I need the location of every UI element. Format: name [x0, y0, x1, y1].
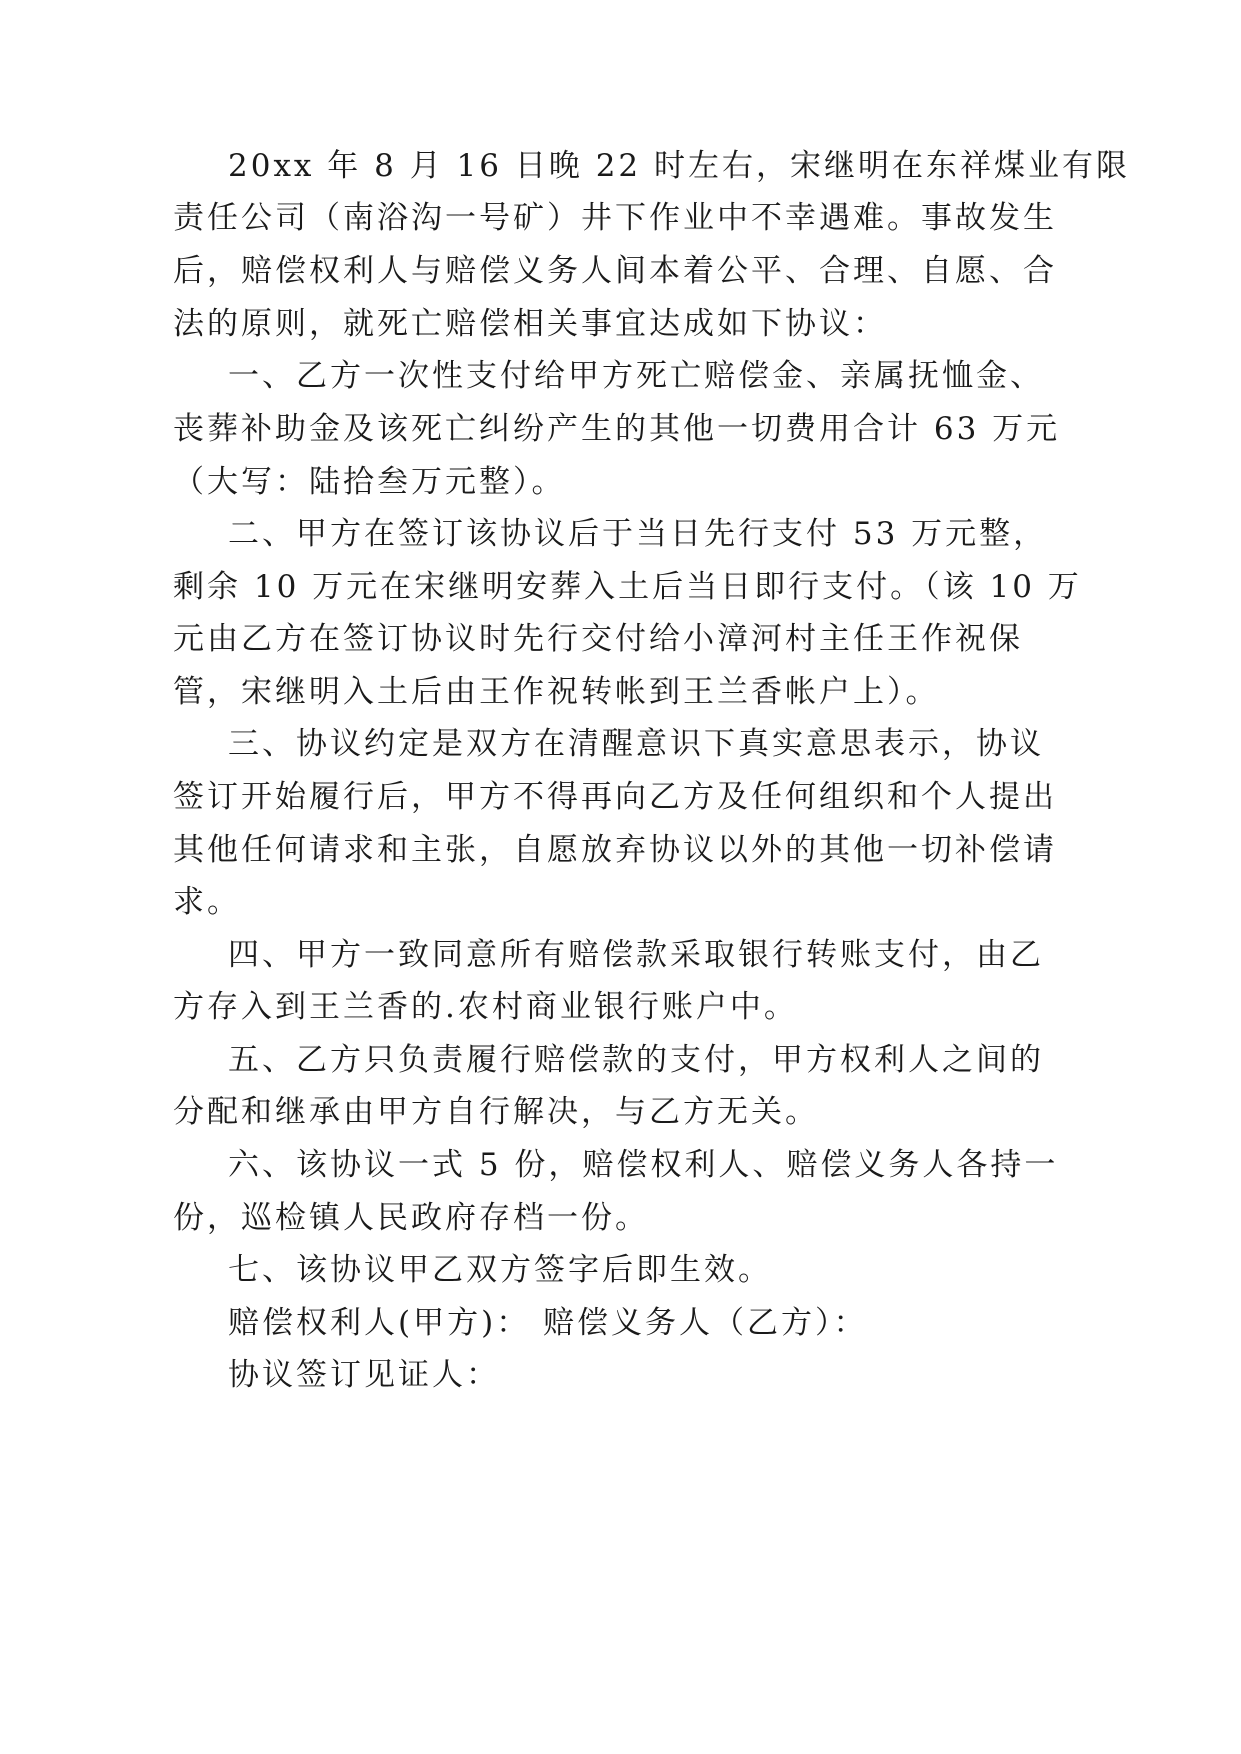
- witness-line: 协议签订见证人：: [228, 1357, 500, 1393]
- signature-line: 赔偿权利人(甲方)： 赔偿义务人（乙方）：: [228, 1305, 868, 1341]
- paragraph-line: 五、乙方只负责履行赔偿款的支付，甲方权利人之间的: [228, 1042, 1044, 1078]
- paragraph-line: 丧葬补助金及该死亡纠纷产生的其他一切费用合计 63 万元: [173, 411, 1061, 447]
- paragraph-line: 一、乙方一次性支付给甲方死亡赔偿金、亲属抚恤金、: [228, 358, 1044, 394]
- paragraph-line: 其他任何请求和主张，自愿放弃协议以外的其他一切补偿请: [173, 832, 1057, 868]
- paragraph-line: 20xx 年 8 月 16 日晚 22 时左右，宋继明在东祥煤业有限: [228, 148, 1131, 184]
- paragraph-line: 责任公司（南浴沟一号矿）井下作业中不幸遇难。事故发生: [173, 200, 1057, 236]
- paragraph-line: （大写：陆拾叁万元整）。: [173, 464, 566, 500]
- paragraph-line: 法的原则，就死亡赔偿相关事宜达成如下协议：: [173, 306, 887, 342]
- paragraph-line: 二、甲方在签订该协议后于当日先行支付 53 万元整，: [228, 516, 1048, 552]
- paragraph-line: 后，赔偿权利人与赔偿义务人间本着公平、合理、自愿、合: [173, 253, 1057, 289]
- paragraph-line: 求。: [173, 884, 241, 920]
- paragraph-line: 份，巡检镇人民政府存档一份。: [173, 1200, 649, 1236]
- paragraph-line: 方存入到王兰香的.农村商业银行账户中。: [173, 989, 798, 1025]
- paragraph-line: 分配和继承由甲方自行解决，与乙方无关。: [173, 1094, 819, 1130]
- paragraph-line: 元由乙方在签订协议时先行交付给小漳河村主任王作祝保: [173, 621, 1023, 657]
- paragraph-line: 管，宋继明入土后由王作祝转帐到王兰香帐户上）。: [173, 674, 940, 710]
- paragraph-line: 三、协议约定是双方在清醒意识下真实意思表示，协议: [228, 726, 1044, 762]
- paragraph-line: 七、该协议甲乙双方签字后即生效。: [228, 1252, 772, 1288]
- paragraph-line: 签订开始履行后，甲方不得再向乙方及任何组织和个人提出: [173, 779, 1057, 815]
- paragraph-line: 四、甲方一致同意所有赔偿款采取银行转账支付，由乙: [228, 937, 1044, 973]
- paragraph-line: 剩余 10 万元在宋继明安葬入土后当日即行支付。（该 10 万: [173, 569, 1082, 605]
- paragraph-line: 六、该协议一式 5 份，赔偿权利人、赔偿义务人各持一: [228, 1147, 1059, 1183]
